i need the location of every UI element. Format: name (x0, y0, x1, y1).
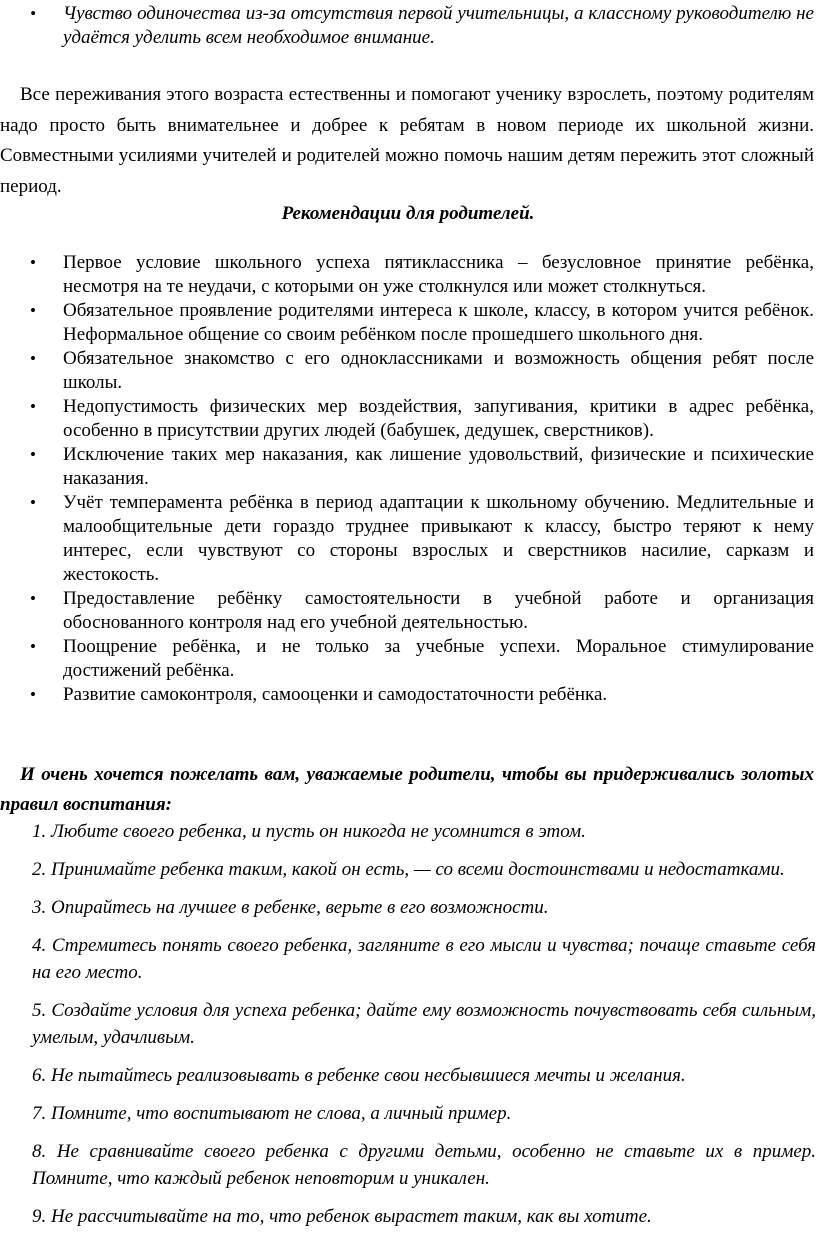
list-item: • Первое условие школьного успеха пятиклассника – безусловное принятие ребёнка, несмотря на те неудачи, с которыми он уже столкнулся или может столкнуться. (0, 251, 816, 299)
recommendations-list (0, 251, 816, 707)
list-item: • Обязательное проявление родителями интереса к школе, классу, в котором учится ребёнок. Неформальное общение со своим ребёнком после прошедшего школьного дня. (0, 299, 816, 347)
list-item: • Обязательное знакомство с его одноклассниками и возможность общения ребят после школы. (0, 347, 816, 395)
rule-item: 2. Принимайте ребенка таким, какой он есть, — со всеми достоинствами и недостатками. (32, 859, 785, 880)
list-item: • Недопустимость физических мер воздействия, запугивания, критики в адрес ребёнка, особенно в присутствии других людей (бабушек, дедушек, сверстников). (0, 395, 816, 443)
list-item: • Чувство одиночества из-за отсутствия первой учительницы, а классному руководителю не удаётся уделить всем необходимое внимание. (0, 2, 816, 50)
list-item: • Поощрение ребёнка, и не только за учебные успехи. Моральное стимулирование достижений ребёнка. (0, 635, 816, 683)
top-bullet-list (0, 2, 816, 50)
intro-paragraph: Все переживания этого возраста естественны и помогают ученику взрослеть, поэтому родителям надо просто быть внимательнее и добрее к ребятам в новом периоде их школьной жизни. Совместными усилиями учителей и родителей можно помочь нашим детям пережить этот сложный период. (0, 84, 814, 197)
rule-item: 9. Не рассчитывайте на то, что ребенок вырастет таким, как вы хотите. (32, 1206, 652, 1227)
rule-item: 4. Стремитесь понять своего ребенка, загляните в его мысли и чувства; почаще ставьте себя на его место. (32, 935, 816, 983)
rule-item: 8. Не сравнивайте своего ребенка с другими детьми, особенно не ставьте их в пример. Помните, что каждый ребенок неповторим и уникален. (32, 1141, 816, 1189)
rule-item: 6. Не пытайтесь реализовывать в ребенке свои несбывшиеся мечты и желания. (32, 1065, 686, 1086)
rule-item: 1. Любите своего ребенка, и пусть он никогда не усомнится в этом. (32, 821, 586, 842)
wish-heading: И очень хочется пожелать вам, уважаемые родители, чтобы вы придерживались золотых правил воспитания: (0, 764, 814, 815)
recommendations-title: Рекомендации для родителей. (281, 203, 535, 224)
rule-item: 5. Создайте условия для успеха ребенка; дайте ему возможность почувствовать себя сильным, умелым, удачливым. (32, 1000, 816, 1048)
list-item: • Исключение таких мер наказания, как лишение удовольствий, физические и психические наказания. (0, 443, 816, 491)
golden-rules-list (0, 818, 816, 1241)
list-item: • Развитие самоконтроля, самооценки и самодостаточности ребёнка. (0, 683, 816, 707)
list-item: • Учёт темперамента ребёнка в период адаптации к школьному обучению. Медлительные и малообщительные дети гораздо труднее привыкают к классу, быстро теряют к нему интерес, если чувствуют со стороны взрослых и сверстников насилие, сарказм и жестокость. (0, 491, 816, 587)
list-item: • Предоставление ребёнку самостоятельности в учебной работе и организация обоснованного контроля над его учебной деятельностью. (0, 587, 816, 635)
rule-item: 3. Опирайтесь на лучшее в ребенке, верьте в его возможности. (32, 897, 549, 918)
rule-item: 7. Помните, что воспитывают не слова, а личный пример. (32, 1103, 512, 1124)
